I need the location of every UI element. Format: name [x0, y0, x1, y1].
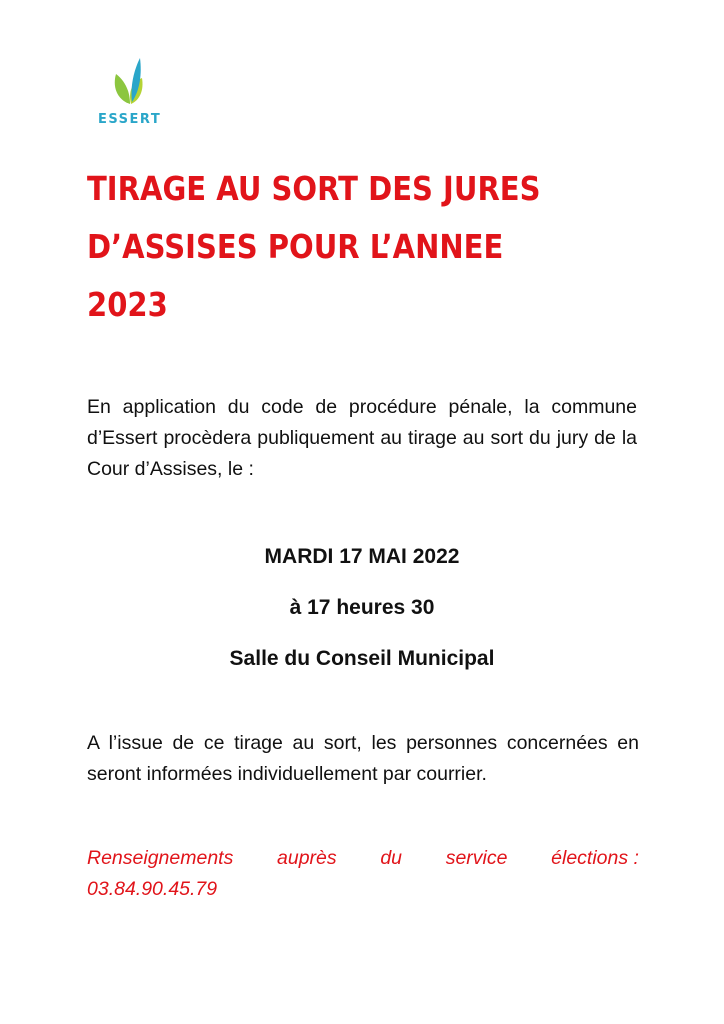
contact-word: auprès: [277, 847, 337, 869]
contact-word: du: [380, 847, 403, 869]
logo-text: ESSERT: [98, 112, 162, 127]
title-line-3: 2023: [87, 285, 168, 324]
contact-word: service: [445, 847, 508, 869]
essert-logo: [94, 56, 174, 130]
contact-phone: 03.84.90.45.79: [87, 878, 218, 900]
contact-label: [87, 843, 639, 874]
leaf-logo-icon: [108, 56, 152, 110]
event-place: Salle du Conseil Municipal: [229, 647, 495, 670]
title-line-2: D’ASSISES POUR L’ANNEE: [87, 227, 504, 266]
event-date: MARDI 17 MAI 2022: [264, 545, 460, 568]
contact-info: [87, 843, 639, 905]
title-line-1: TIRAGE AU SORT DES JURES: [87, 169, 541, 208]
contact-word: élections :: [551, 847, 639, 869]
page-title: [87, 160, 580, 334]
outro-paragraph: A l’issue de ce tirage au sort, les personnes concernées en seront informées individuellement par courrier.: [87, 732, 639, 785]
intro-paragraph: En application du code de procédure pénale, la commune d’Essert procèdera publiquement au tirage au sort du jury de la Cour d’Assises, le :: [87, 396, 637, 480]
event-time: à 17 heures 30: [289, 596, 435, 619]
contact-word: Renseignements: [87, 847, 234, 869]
